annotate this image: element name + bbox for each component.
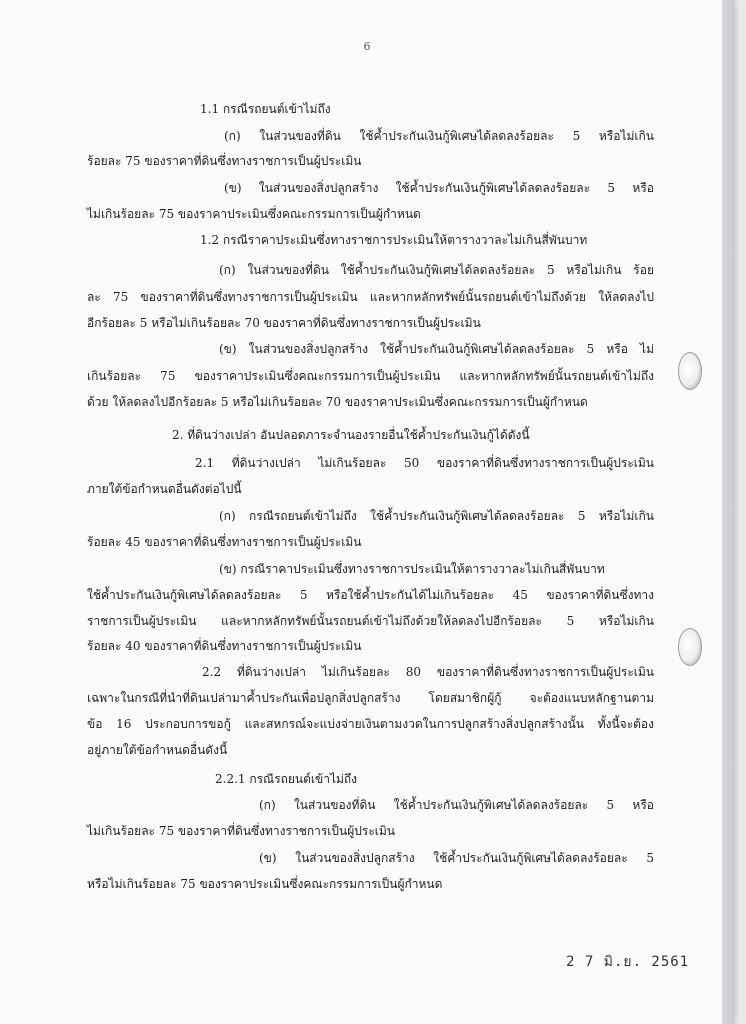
text-line: (ข) ในส่วนของสิ่งปลูกสร้าง ใช้ค้ำประกันเงินกู้พิเศษได้ลดลงร้อยละ 5 หรือ ไม่ [219,342,654,356]
text-line: (ก) ในส่วนของที่ดิน ใช้ค้ำประกันเงินกู้พิเศษได้ลดลงร้อยละ 5 หรือไม่เกิน [224,129,654,143]
text-line: 2.1 ที่ดินว่างเปล่า ไม่เกินร้อยละ 50 ของราคาที่ดินซึ่งทางราชการเป็นผู้ประเมิน [195,456,654,470]
text-line: ข้อ 16 ประกอบการขอกู้ และสหกรณ์จะแบ่งจ่ายเงินตามงวดในการปลูกสร้างสิ่งปลูกสร้างนั้น ทั้งนี้จะต้อง [87,717,654,731]
text-line: ไม่เกินร้อยละ 75 ของราคาที่ดินซึ่งทางราชการเป็นผู้ประเมิน [87,824,395,838]
page-number: 6 [363,40,371,53]
text-line: เกินร้อยละ 75 ของราคาประเมินซึ่งคณะกรรมการเป็นผู้ประเมิน และหากหลักทรัพย์นั้นรถยนต์เข้าไม่ถึง [87,369,654,383]
punch-hole [678,628,702,666]
text-line: 2.2.1 กรณีรถยนต์เข้าไม่ถึง [215,772,358,786]
punch-hole [678,352,702,390]
text-line: ราชการเป็นผู้ประเมิน และหากหลักทรัพย์นั้นรถยนต์เข้าไม่ถึงด้วยให้ลดลงไปอีกร้อยละ 5 หรือไม่เกิน [87,614,654,628]
text-line: ร้อยละ 45 ของราคาที่ดินซึ่งทางราชการเป็นผู้ประเมิน [87,535,362,549]
text-line: 1.1 กรณีรถยนต์เข้าไม่ถึง [200,102,331,116]
text-line: อยู่ภายใต้ข้อกำหนดอื่นดังนี้ [87,743,228,757]
text-line: (ข) ในส่วนของสิ่งปลูกสร้าง ใช้ค้ำประกันเงินกู้พิเศษได้ลดลงร้อยละ 5 หรือ [224,181,654,195]
text-line: (ก) กรณีรถยนต์เข้าไม่ถึง ใช้ค้ำประกันเงินกู้พิเศษได้ลดลงร้อยละ 5 หรือไม่เกิน [219,509,654,523]
text-line: 2.2 ที่ดินว่างเปล่า ไม่เกินร้อยละ 80 ของราคาที่ดินซึ่งทางราชการเป็นผู้ประเมิน [202,665,654,679]
text-line: ด้วย ให้ลดลงไปอีกร้อยละ 5 หรือไม่เกินร้อยละ 70 ของราคาประเมินซึ่งคณะกรรมการเป็นผู้กำหนด [87,395,588,409]
section-heading: 2. ที่ดินว่างเปล่า อันปลอดภาระจำนองรายอื่นใช้ค้ำประกันเงินกู้ได้ดังนี้ [172,428,530,442]
text-line: 1.2 กรณีราคาประเมินซึ่งทางราชการประเมินให้ตารางวาละไม่เกินสี่พันบาท [200,233,588,247]
text-line: ไม่เกินร้อยละ 75 ของราคาประเมินซึ่งคณะกรรมการเป็นผู้กำหนด [87,207,421,221]
text-line: ละ 75 ของราคาที่ดินซึ่งทางราชการเป็นผู้ประเมิน และหากหลักทรัพย์นั้นรถยนต์เข้าไม่ถึงด้วย ให้ลดลงไป [87,290,654,304]
text-line: ใช้ค้ำประกันเงินกู้พิเศษได้ลดลงร้อยละ 5 หรือใช้ค้ำประกันได้ไม่เกินร้อยละ 45 ของราคาที่ดินซึ่งทาง [87,588,654,602]
date-stamp: 2 7 มิ.ย. 2561 [566,954,690,970]
text-line: (ข) ในส่วนของสิ่งปลูกสร้าง ใช้ค้ำประกันเงินกู้พิเศษได้ลดลงร้อยละ 5 [259,851,654,865]
text-line: (ก) ในส่วนของที่ดิน ใช้ค้ำประกันเงินกู้พิเศษได้ลดลงร้อยละ 5 หรือ [259,798,654,812]
text-line: (ข) กรณีราคาประเมินซึ่งทางราชการประเมินให้ตารางวาละไม่เกินสี่พันบาท [219,562,605,576]
text-line: อีกร้อยละ 5 หรือไม่เกินร้อยละ 70 ของราคาที่ดินซึ่งทางราชการเป็นผู้ประเมิน [87,316,481,330]
text-line: ร้อยละ 40 ของราคาที่ดินซึ่งทางราชการเป็นผู้ประเมิน [87,639,362,653]
text-line: ร้อยละ 75 ของราคาที่ดินซึ่งทางราชการเป็นผู้ประเมิน [87,154,362,168]
text-line: ภายใต้ข้อกำหนดอื่นดังต่อไปนี้ [87,482,242,496]
text-line: หรือไม่เกินร้อยละ 75 ของราคาประเมินซึ่งคณะกรรมการเป็นผู้กำหนด [87,877,443,891]
text-line: เฉพาะในกรณีที่นำที่ดินเปล่ามาค้ำประกันเพื่อปลูกสิ่งปลูกสร้าง โดยสมาชิกผู้กู้ จะต้องแนบหลักฐานตาม [87,691,654,705]
text-line: (ก) ในส่วนของที่ดิน ใช้ค้ำประกันเงินกู้พิเศษได้ลดลงร้อยละ 5 หรือไม่เกิน ร้อย [219,263,654,277]
paper-edge [722,0,734,1024]
